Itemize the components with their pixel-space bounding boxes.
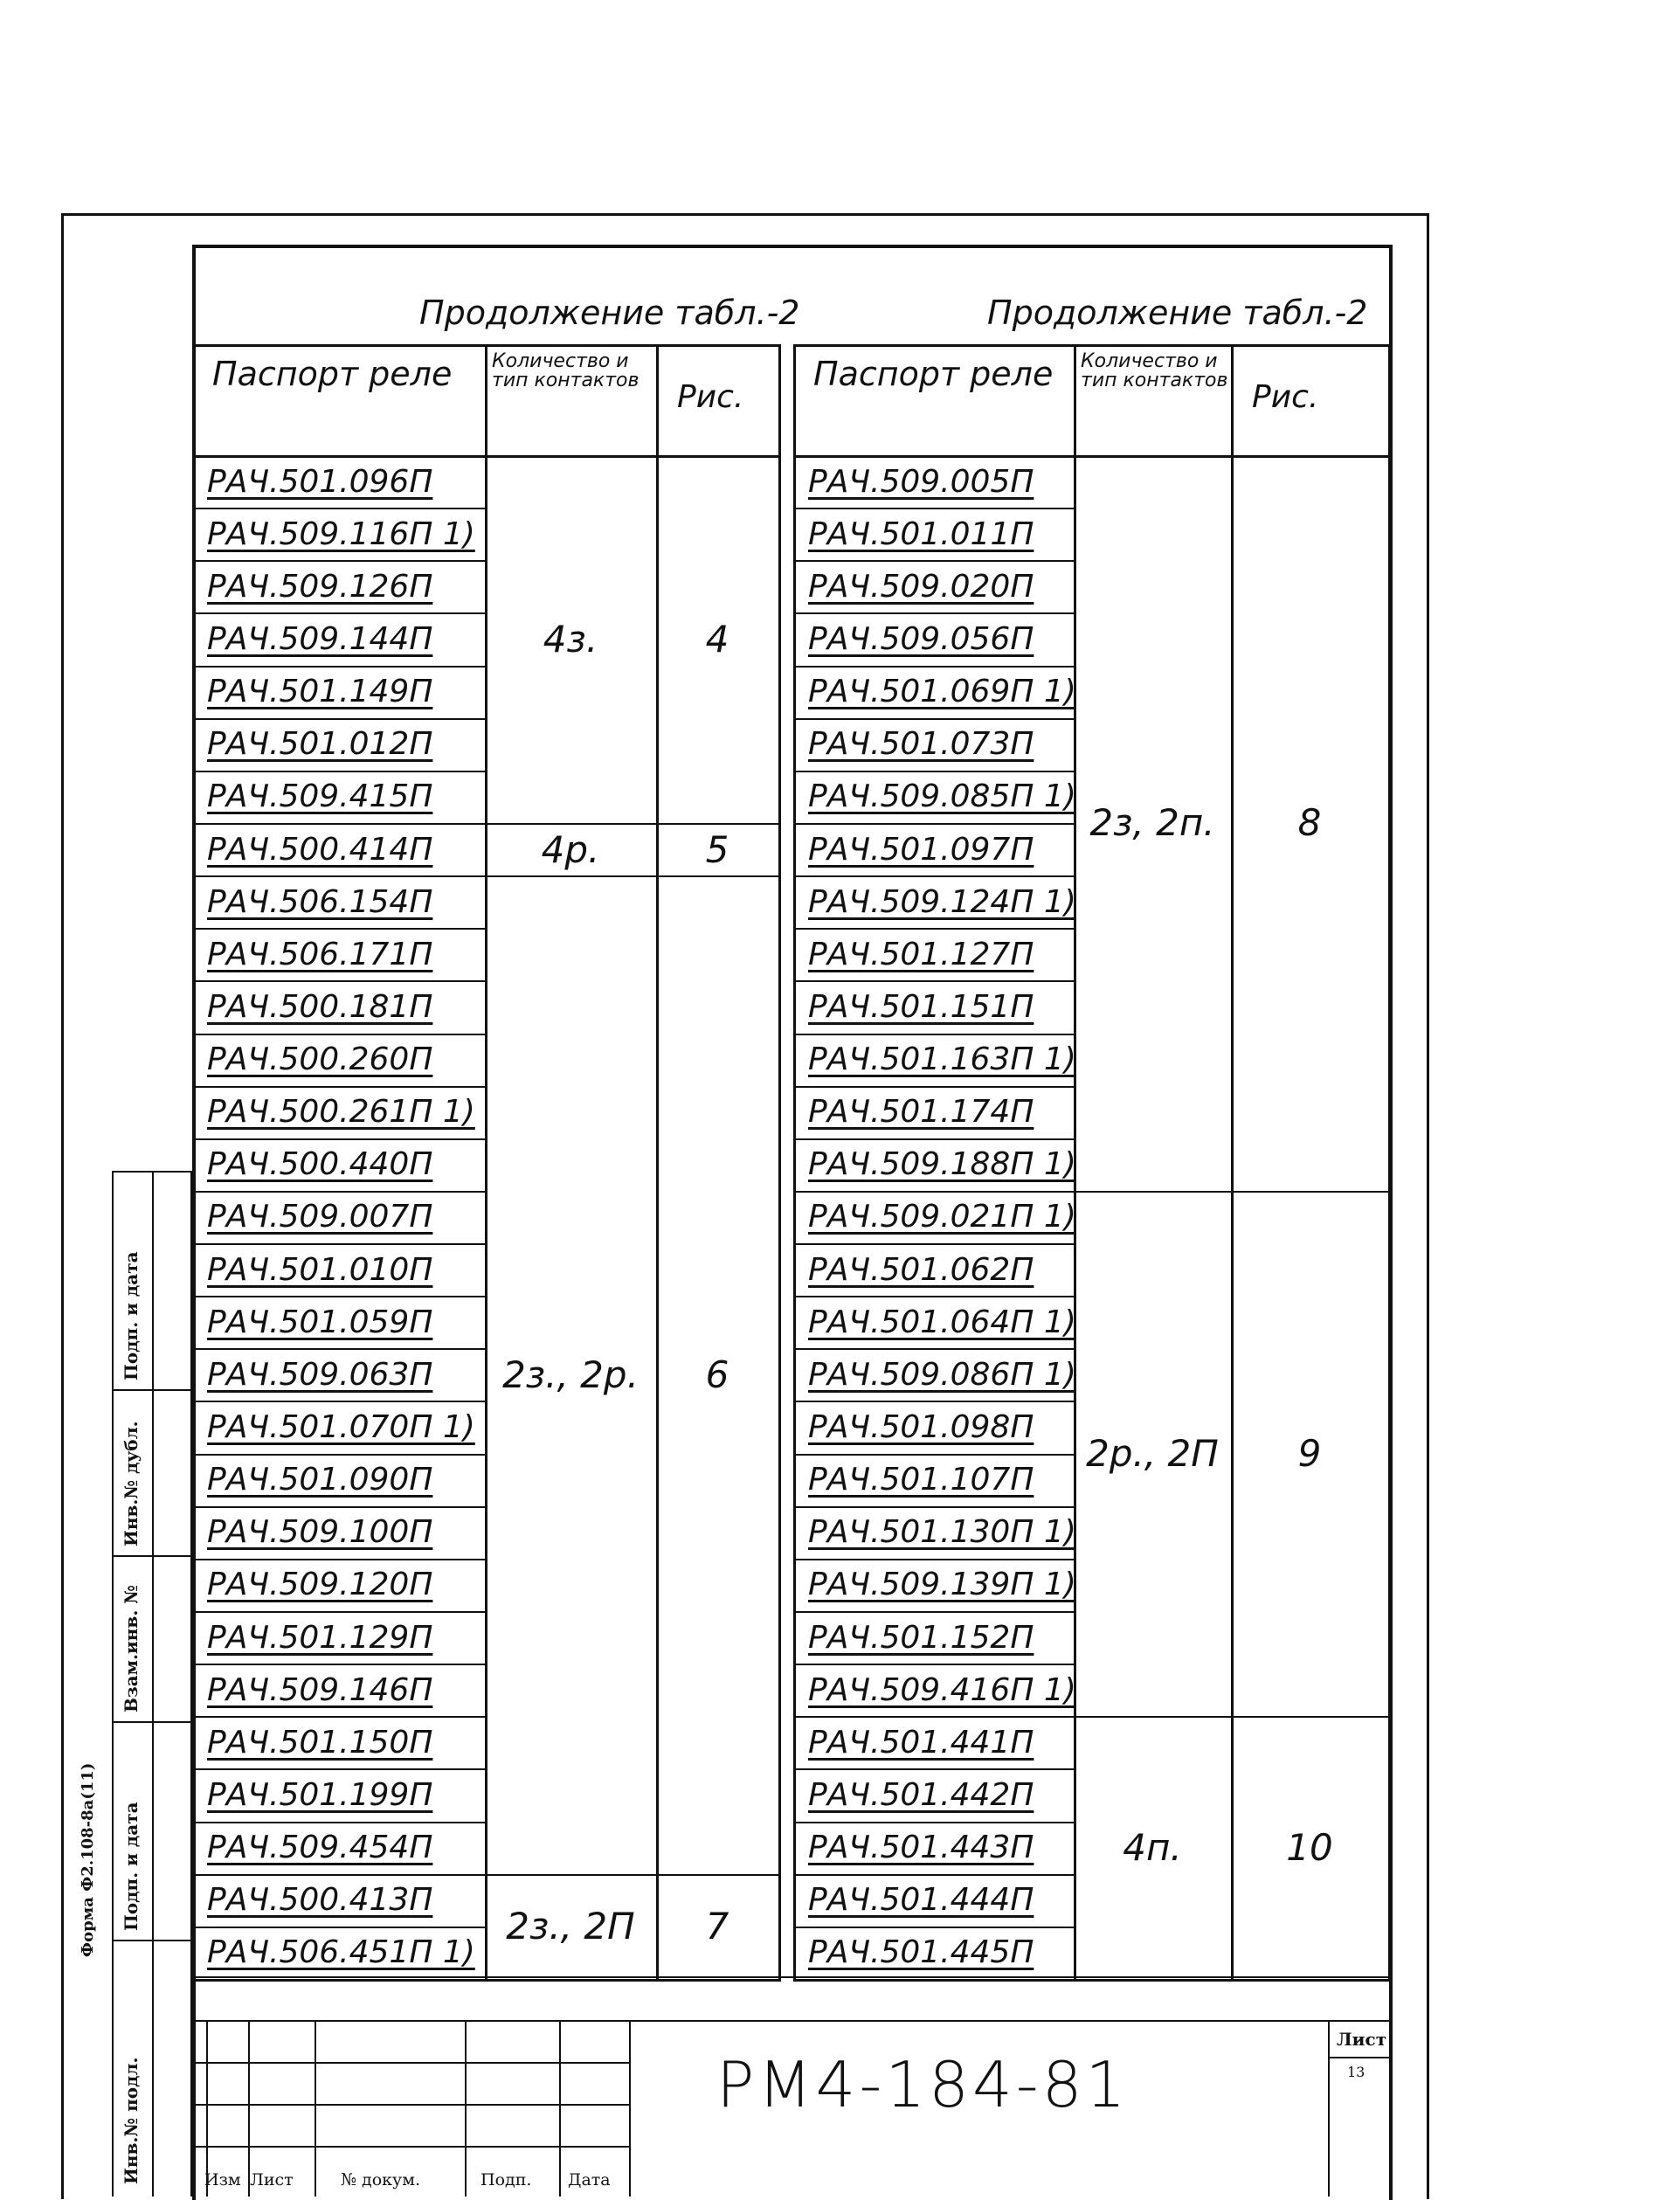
group-qty: 4з. [543,617,598,661]
table-row-passport: РАЧ.501.443П [808,1830,1034,1866]
table-row-passport: РАЧ.509.124П 1) [808,883,1076,920]
table-row-passport: РАЧ.501.011П [808,515,1034,552]
side-stamp-column [79,1171,192,2197]
group-fig: 8 [1297,801,1322,845]
table-row-passport: РАЧ.501.174П [808,1094,1034,1131]
right-table-title: Продолжение табл.-2 [987,294,1368,332]
table-row-passport: РАЧ.501.152П [808,1619,1034,1656]
table-row-passport: РАЧ.501.149П [207,674,433,710]
stamp-sign: Подп. [480,2170,532,2190]
table-row-passport: РАЧ.509.005П [808,463,1034,500]
table-row-passport: РАЧ.501.064П 1) [808,1304,1076,1340]
document-code: РМ4-184-81 [716,2048,1130,2121]
sidebar-label-sign-date-top: Подп. и дата [121,1251,142,1380]
group-fig: 9 [1297,1432,1322,1476]
group-qty: 2з, 2п. [1089,801,1215,845]
table-row-passport: РАЧ.500.261П 1) [207,1094,475,1131]
title-block [192,1976,1389,2197]
table-row-passport: РАЧ.509.100П [207,1514,433,1551]
left-table [192,344,781,1982]
header-passport: Паспорт реле [212,355,453,393]
table-row-passport: РАЧ.509.116П 1) [207,515,475,552]
table-row-passport: РАЧ.501.010П [207,1251,433,1288]
table-row-passport: РАЧ.509.021П 1) [808,1199,1076,1235]
table-row-passport: РАЧ.506.171П [207,936,433,972]
table-row-passport: РАЧ.501.073П [808,726,1034,763]
sidebar-label-orig-inv: Инв.№ подл. [121,2057,142,2184]
header-fig: Рис. [677,379,744,415]
sidebar-label-replace-inv: Взам.инв. № [121,1585,142,1712]
group-fig: 7 [705,1905,729,1948]
form-label: Форма Ф2.108-8а(11) [79,1762,97,1957]
header-qty: Количество и тип контактов [1081,350,1228,391]
table-row-passport: РАЧ.501.199П [207,1777,433,1813]
table-row-passport: РАЧ.509.120П [207,1567,433,1603]
table-row-passport: РАЧ.501.127П [808,936,1034,972]
table-row-passport: РАЧ.501.096П [207,463,433,500]
table-row-passport: РАЧ.500.440П [207,1146,433,1183]
table-row-passport: РАЧ.501.097П [808,831,1034,868]
table-row-passport: РАЧ.509.415П [207,778,433,815]
sidebar-label-sign-date-bottom: Подп. и дата [121,1802,142,1931]
table-row-passport: РАЧ.509.144П [207,620,433,657]
table-row-passport: РАЧ.501.069П 1) [808,674,1076,710]
table-row-passport: РАЧ.509.139П 1) [808,1567,1076,1603]
table-row-passport: РАЧ.501.090П [207,1462,433,1498]
group-fig: 4 [705,617,729,661]
table-row-passport: РАЧ.500.181П [207,988,433,1025]
table-row-passport: РАЧ.501.151П [808,988,1034,1025]
table-row-passport: РАЧ.501.098П [808,1409,1034,1446]
stamp-doc: № докум. [341,2170,421,2190]
stamp-izm: Изм [204,2170,241,2190]
stamp-sheet-number: 13 [1347,2064,1365,2080]
group-qty: 2з., 2П [506,1905,635,1948]
table-row-passport: РАЧ.501.163П 1) [808,1041,1076,1078]
table-row-passport: РАЧ.500.260П [207,1041,433,1078]
group-qty: 4п. [1123,1826,1182,1870]
header-passport: Паспорт реле [813,355,1054,393]
table-row-passport: РАЧ.501.441П [808,1724,1034,1761]
stamp-date: Дата [568,2170,611,2190]
table-row-passport: РАЧ.501.012П [207,726,433,763]
table-row-passport: РАЧ.501.062П [808,1251,1034,1288]
table-row-passport: РАЧ.509.085П 1) [808,778,1076,815]
group-fig: 5 [705,827,729,871]
table-row-passport: РАЧ.506.451П 1) [207,1934,475,1971]
header-qty: Количество и тип контактов [492,350,640,391]
table-row-passport: РАЧ.501.444П [808,1882,1034,1919]
table-row-passport: РАЧ.501.059П [207,1304,433,1340]
stamp-sheet-label: Лист [1337,2029,1387,2050]
table-row-passport: РАЧ.501.130П 1) [808,1514,1076,1551]
header-fig: Рис. [1252,379,1319,415]
table-row-passport: РАЧ.509.007П [207,1199,433,1235]
table-row-passport: РАЧ.509.454П [207,1830,433,1866]
table-row-passport: РАЧ.501.442П [808,1777,1034,1813]
sidebar-label-dup-inv: Инв.№ дубл. [121,1421,142,1546]
group-fig: 6 [705,1353,729,1396]
table-row-passport: РАЧ.506.154П [207,883,433,920]
table-row-passport: РАЧ.509.020П [808,568,1034,605]
left-table-title: Продолжение табл.-2 [419,294,800,332]
table-row-passport: РАЧ.500.414П [207,831,433,868]
table-row-passport: РАЧ.500.413П [207,1882,433,1919]
table-row-passport: РАЧ.509.056П [808,620,1034,657]
table-row-passport: РАЧ.501.129П [207,1619,433,1656]
table-row-passport: РАЧ.509.146П [207,1671,433,1708]
right-table [793,344,1391,1982]
table-row-passport: РАЧ.501.107П [808,1462,1034,1498]
group-qty: 2з., 2р. [502,1353,639,1396]
table-row-passport: РАЧ.509.126П [207,568,433,605]
table-row-passport: РАЧ.501.445П [808,1934,1034,1971]
table-row-passport: РАЧ.509.086П 1) [808,1356,1076,1393]
table-row-passport: РАЧ.509.188П 1) [808,1146,1076,1183]
table-row-passport: РАЧ.501.070П 1) [207,1409,475,1446]
table-row-passport: РАЧ.501.150П [207,1724,433,1761]
stamp-list: Лист [250,2170,294,2190]
group-qty: 4р. [541,827,600,871]
group-fig: 10 [1286,1826,1333,1870]
group-qty: 2р., 2П [1086,1432,1219,1476]
table-row-passport: РАЧ.509.063П [207,1356,433,1393]
table-row-passport: РАЧ.509.416П 1) [808,1671,1076,1708]
